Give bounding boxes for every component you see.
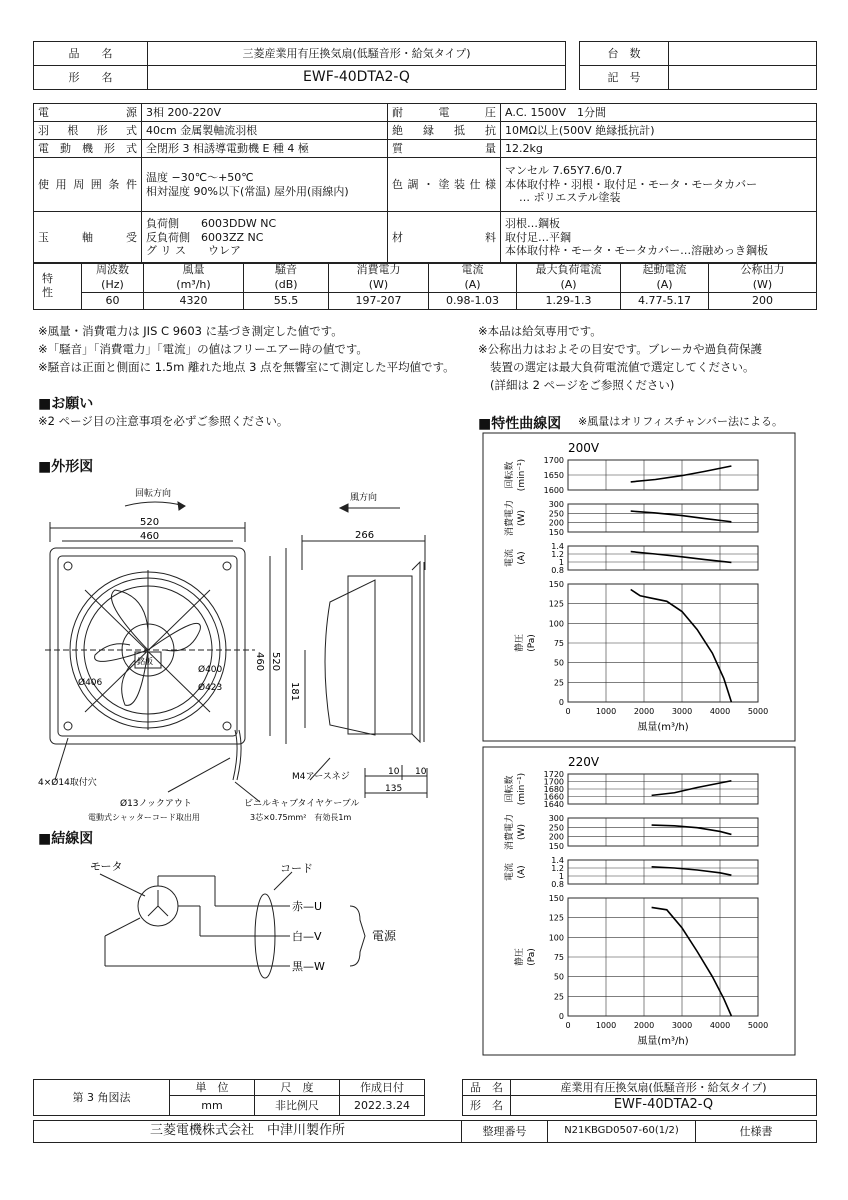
footer-table-2	[33, 1120, 817, 1143]
y-axis-label: 消費電力	[505, 499, 515, 537]
y-axis-label: 消費電力	[505, 813, 515, 851]
date-value: 2022.3.24	[340, 1096, 425, 1116]
ref-value: N21KBGD0507-60(1/2)	[548, 1121, 696, 1143]
y-axis-unit: (W)	[517, 510, 527, 526]
char-value: 4320	[144, 293, 244, 310]
y-tick-label: 75	[553, 953, 564, 962]
y-tick-label: 125	[548, 913, 564, 923]
spec-table	[33, 103, 817, 264]
x-tick-label: 3000	[671, 1021, 693, 1030]
char-header: 起動電流	[621, 263, 709, 278]
char-value: 197-207	[329, 293, 429, 310]
char-header: 消費電力	[329, 263, 429, 278]
y-tick-label: 125	[548, 599, 564, 609]
insulation-label: 絶縁抵抗	[388, 122, 501, 140]
dim-v460: 460	[254, 652, 265, 672]
panel-frame	[568, 818, 758, 846]
x-tick-label: 1000	[595, 707, 617, 716]
y-axis-unit: (A)	[517, 551, 527, 565]
material-line: 羽根…鋼板	[505, 216, 560, 230]
y-tick-label: 0.8	[551, 880, 564, 889]
note-line: ※公称出力はおよその目安です。ブレーカや過負荷保護	[478, 342, 763, 356]
y-tick-label: 25	[553, 992, 564, 1002]
panel-frame	[568, 546, 758, 570]
y-tick-label: 1660	[543, 792, 564, 802]
char-value: 1.29-1.3	[517, 293, 621, 310]
dim-181: 181	[289, 682, 300, 702]
y-axis-unit: (A)	[517, 865, 527, 879]
motor-value: 全閉形 3 相誘導電動機 E 種 4 極	[142, 140, 388, 158]
char-unit: (m³/h)	[144, 278, 244, 293]
series-line	[652, 781, 732, 796]
y-tick-label: 0	[558, 698, 564, 707]
dim-520: 520	[140, 517, 160, 528]
x-axis-label: 風量(m³/h)	[637, 1036, 689, 1047]
x-tick-label: 0	[565, 707, 571, 716]
color-value	[501, 158, 817, 212]
char-header: 騒音	[244, 263, 329, 278]
y-tick-label: 100	[548, 933, 564, 943]
y-axis-unit: (Pa)	[527, 948, 537, 966]
y-tick-label: 0.8	[551, 566, 564, 575]
wiring-diagram	[60, 858, 440, 983]
note-line: 装置の選定は最大負荷電流値で選定してください。	[490, 360, 755, 374]
earth-label: M4アースネジ	[292, 772, 350, 782]
note-line: ※風量・消費電力は JIS C 9603 に基づき測定した値です。	[38, 324, 343, 338]
motor-label: モータ	[90, 860, 123, 873]
chart-frame	[483, 433, 795, 741]
ref-label: 整理番号	[462, 1121, 548, 1143]
y-tick-label: 150	[548, 842, 564, 851]
char-unit: (W)	[329, 278, 429, 293]
qty-table	[579, 41, 817, 90]
model-value: EWF-40DTA2-Q	[148, 66, 566, 90]
y-tick-label: 1.2	[551, 550, 564, 559]
notes-right	[478, 322, 762, 394]
y-axis-unit: (min⁻¹)	[517, 772, 527, 806]
scale-label: 尺 度	[255, 1080, 340, 1096]
model-label: 形 名	[463, 1096, 511, 1116]
y-tick-label: 100	[548, 619, 564, 629]
x-tick-label: 0	[565, 1021, 571, 1030]
outline-drawing	[30, 480, 450, 830]
model-value: EWF-40DTA2-Q	[511, 1096, 817, 1116]
char-unit: (dB)	[244, 278, 329, 293]
withstand-value: A.C. 1500V 1分間	[501, 104, 817, 122]
y-tick-label: 1600	[543, 486, 564, 495]
env-line: 温度 −30℃〜+50℃	[146, 170, 254, 184]
bearing-label: 玉軸受	[34, 212, 142, 264]
char-unit: (Hz)	[82, 278, 144, 293]
mass-value: 12.2kg	[501, 140, 817, 158]
char-value: 60	[82, 293, 144, 310]
panel-frame	[568, 860, 758, 884]
y-tick-label: 300	[548, 814, 564, 823]
bearing-value	[142, 212, 388, 264]
y-tick-label: 1700	[543, 456, 564, 465]
shutter-label: 電動式シャッターコード取出用	[88, 813, 200, 822]
notes-left	[38, 322, 455, 376]
y-tick-label: 1.4	[551, 542, 564, 551]
company: 三菱電機株式会社 中津川製作所	[34, 1121, 462, 1143]
chart-title: 200V	[568, 441, 600, 455]
dim-10a: 10	[388, 767, 400, 777]
footer-table	[33, 1079, 817, 1116]
y-axis-label: 回転数	[505, 461, 515, 489]
wire-black: 黒—W	[292, 960, 325, 973]
holes-label: 4×Ø14取付穴	[38, 778, 97, 788]
series-line	[631, 552, 732, 563]
series-line	[652, 825, 732, 834]
dim-266: 266	[355, 530, 375, 541]
y-axis-label: 回転数	[505, 775, 515, 803]
wire-red: 赤—U	[292, 900, 323, 913]
projection: 第 3 角図法	[34, 1080, 170, 1116]
y-tick-label: 1.4	[551, 856, 564, 865]
x-tick-label: 2000	[633, 707, 655, 716]
x-tick-label: 3000	[671, 707, 693, 716]
y-axis-label: 電流	[505, 548, 515, 568]
y-tick-label: 1.2	[551, 864, 564, 873]
y-axis-label: 静圧	[515, 947, 525, 967]
note-line: ※「騒音」「消費電力」「電流」の値はフリーエアー時の値です。	[38, 342, 368, 356]
curves-note: ※風量はオリフィスチャンバー法による。	[578, 415, 784, 428]
char-header: 最大負荷電流	[517, 263, 621, 278]
char-value: 200	[709, 293, 817, 310]
scale-value: 非比例尺	[255, 1096, 340, 1116]
dim-10b: 10	[415, 767, 427, 777]
y-axis-unit: (Pa)	[527, 634, 537, 652]
char-label: 特 性	[34, 263, 82, 310]
color-line: … ポリエステル塗装	[519, 191, 621, 205]
series-line	[652, 907, 732, 1016]
y-tick-label: 75	[553, 639, 564, 648]
chart-frame	[483, 747, 795, 1055]
blade-label: 羽根形式	[34, 122, 142, 140]
dim-135: 135	[385, 784, 403, 794]
env-line: 相対湿度 90%以下(常温) 屋外用(雨線内)	[146, 184, 349, 198]
name-value: 産業用有圧換気扇(低騒音形・給気タイプ)	[511, 1080, 817, 1096]
y-tick-label: 150	[548, 580, 564, 589]
request-title: ■お願い	[38, 396, 94, 412]
y-tick-label: 300	[548, 500, 564, 509]
char-header: 公称出力	[709, 263, 817, 278]
product-value: 三菱産業用有圧換気扇(低騒音形・給気タイプ)	[148, 42, 566, 66]
y-tick-label: 0	[558, 1012, 564, 1021]
mark-label: 記 号	[580, 66, 669, 90]
x-tick-label: 4000	[709, 707, 731, 716]
y-axis-unit: (W)	[517, 824, 527, 840]
char-unit: (A)	[621, 278, 709, 293]
x-tick-label: 1000	[595, 1021, 617, 1030]
char-header: 風量	[144, 263, 244, 278]
insulation-value: 10MΩ以上(500V 絶縁抵抗計)	[501, 122, 817, 140]
power-source-label: 電源	[372, 929, 397, 943]
chart-200v	[482, 432, 796, 742]
char-unit: (A)	[517, 278, 621, 293]
material-line: 本体取付枠・モータ・モータカバー…溶融めっき鋼板	[505, 244, 769, 258]
request-text: ※2 ページ目の注意事項を必ずご参照ください。	[38, 414, 289, 428]
header-table	[33, 41, 566, 90]
char-header: 電流	[429, 263, 517, 278]
y-tick-label: 150	[548, 894, 564, 903]
y-tick-label: 250	[548, 509, 564, 519]
color-label: 色調・塗装仕様	[388, 158, 501, 212]
char-value: 55.5	[244, 293, 329, 310]
x-axis-label: 風量(m³/h)	[637, 722, 689, 733]
series-line	[631, 590, 732, 702]
y-axis-label: 静圧	[515, 633, 525, 653]
note-line: ※騒音は正面と側面に 1.5m 離れた地点 3 点を無響室にて測定した平均値です。	[38, 360, 455, 374]
dia-406: Ø406	[78, 678, 103, 688]
panel-frame	[568, 504, 758, 532]
y-tick-label: 1	[558, 558, 564, 567]
model-label: 形 名	[34, 66, 148, 90]
dia-400: Ø400	[198, 665, 223, 675]
note-line: ※本品は給気専用です。	[478, 324, 602, 338]
bearing-line: グ リ ス ウレア	[146, 244, 241, 258]
characteristics-table	[33, 262, 817, 310]
material-line: 取付足…平鋼	[505, 230, 571, 244]
curves-title: ■特性曲線図	[478, 416, 562, 432]
nameplate-label: 銘板	[137, 657, 153, 666]
mass-label: 質量	[388, 140, 501, 158]
chart-220v	[482, 746, 796, 1056]
date-label: 作成日付	[340, 1080, 425, 1096]
cable-label: ビニルキャブタイヤケーブル	[244, 799, 360, 809]
y-axis-label: 電流	[505, 862, 515, 882]
qty-label: 台 数	[580, 42, 669, 66]
wind-label: 風方向	[350, 493, 378, 503]
blade-value: 40cm 金属製軸流羽根	[142, 122, 388, 140]
char-unit: (W)	[709, 278, 817, 293]
withstand-label: 耐電圧	[388, 104, 501, 122]
y-tick-label: 50	[553, 658, 564, 668]
env-value	[142, 158, 388, 212]
power-value: 3相 200-220V	[142, 104, 388, 122]
y-tick-label: 25	[553, 678, 564, 688]
y-tick-label: 1720	[543, 770, 564, 779]
material-label: 材料	[388, 212, 501, 264]
dia-423: Ø423	[198, 683, 223, 693]
bearing-line: 負荷側 6003DDW NC	[146, 216, 277, 230]
y-tick-label: 1	[558, 872, 564, 881]
motor-label: 電動機形式	[34, 140, 142, 158]
cable-spec: 3芯×0.75mm² 有効長1m	[250, 813, 352, 822]
material-value	[501, 212, 817, 264]
x-tick-label: 4000	[709, 1021, 731, 1030]
char-value: 0.98-1.03	[429, 293, 517, 310]
bearing-line: 反負荷側 6003ZZ NC	[146, 230, 264, 244]
qty-value[interactable]	[669, 42, 817, 66]
rotation-label: 回転方向	[135, 489, 172, 499]
x-tick-label: 5000	[747, 707, 769, 716]
wire-white: 白—V	[292, 930, 322, 943]
name-label: 品 名	[463, 1080, 511, 1096]
outline-title: ■外形図	[38, 459, 94, 475]
unit-value: mm	[170, 1096, 255, 1116]
unit-label: 単 位	[170, 1080, 255, 1096]
chart-title: 220V	[568, 755, 600, 769]
note-line: (詳細は 2 ページをご参照ください)	[490, 378, 675, 392]
color-line: 本体取付枠・羽根・取付足・モータ・モータカバー	[505, 177, 758, 191]
y-tick-label: 1650	[543, 471, 564, 480]
y-tick-label: 1640	[543, 800, 564, 809]
char-header: 周波数	[82, 263, 144, 278]
y-tick-label: 1680	[543, 785, 564, 794]
dim-v520: 520	[270, 652, 281, 672]
y-axis-unit: (min⁻¹)	[517, 458, 527, 492]
color-line: マンセル 7.65Y7.6/0.7	[505, 163, 623, 177]
y-tick-label: 50	[553, 972, 564, 982]
series-line	[631, 466, 732, 482]
wiring-title: ■結線図	[38, 831, 94, 847]
doc-type: 仕様書	[696, 1121, 817, 1143]
char-unit: (A)	[429, 278, 517, 293]
cord-label: コード	[280, 862, 313, 875]
x-tick-label: 5000	[747, 1021, 769, 1030]
mark-value[interactable]	[669, 66, 817, 90]
series-line	[631, 511, 732, 522]
y-tick-label: 200	[548, 518, 564, 528]
y-tick-label: 150	[548, 528, 564, 537]
y-tick-label: 250	[548, 823, 564, 833]
env-label: 使用周囲条件	[34, 158, 142, 212]
char-value: 4.77-5.17	[621, 293, 709, 310]
product-label: 品 名	[34, 42, 148, 66]
y-tick-label: 200	[548, 832, 564, 842]
knockout-label: Ø13ノックアウト	[120, 799, 192, 809]
x-tick-label: 2000	[633, 1021, 655, 1030]
y-tick-label: 1700	[543, 777, 564, 787]
dim-460: 460	[140, 531, 160, 542]
power-label: 電源	[34, 104, 142, 122]
